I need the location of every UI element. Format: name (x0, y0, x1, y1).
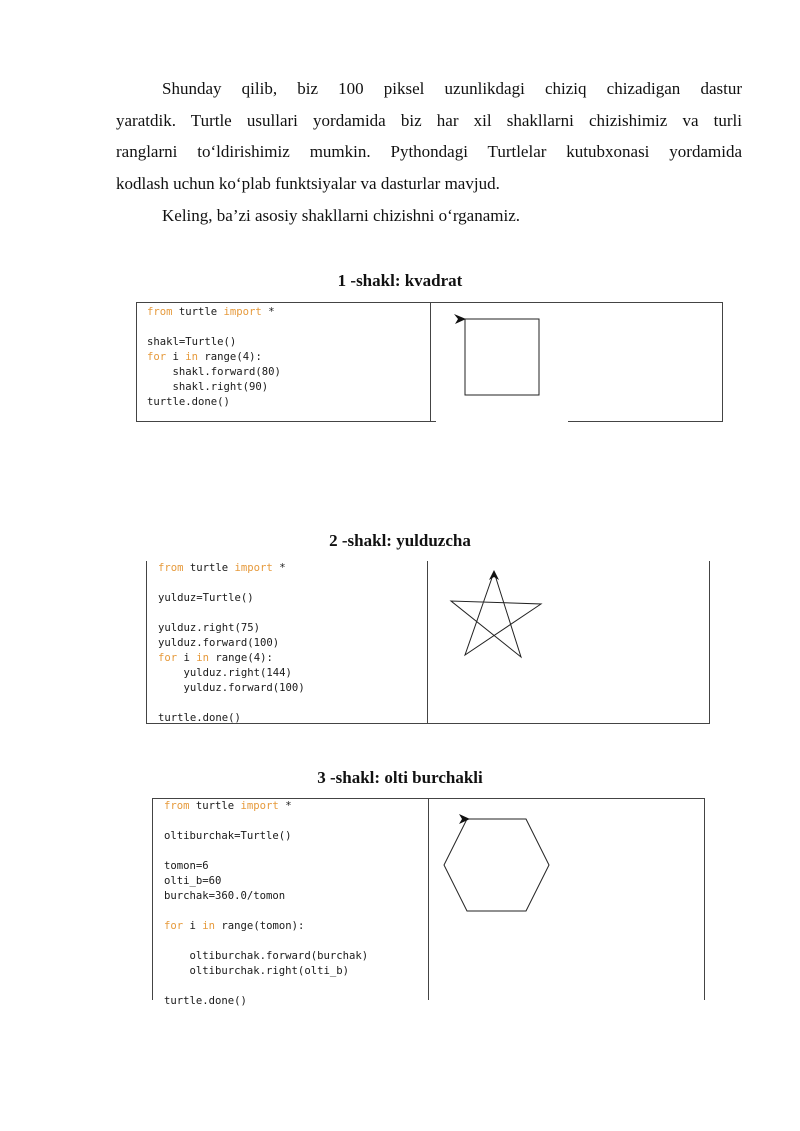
code-keyword: from (147, 306, 173, 318)
code-text: shakl.right(90) (147, 381, 269, 393)
code-keyword: from (164, 800, 190, 812)
code-text: shakl=Turtle() (147, 336, 237, 348)
code-text: yulduz.forward(100) (158, 682, 305, 694)
figure-caption-2: 2 -shakl: yulduzcha (329, 531, 471, 550)
code-keyword: import (234, 562, 273, 574)
code-keyword: for (164, 920, 184, 932)
hexagon-shape (444, 819, 549, 911)
code-text: oltiburchak.right(olti_b) (164, 965, 349, 977)
code-text: * (272, 562, 286, 574)
code-text: i (183, 920, 203, 932)
code-text: * (278, 800, 292, 812)
code-keyword: import (223, 306, 262, 318)
code-text: i (166, 351, 186, 363)
code-text: oltiburchak=Turtle() (164, 830, 292, 842)
intro-line: kodlash uchun ko‘plab funktsiyalar va dasturlar mavjud. (116, 173, 500, 193)
intro-line: yaratdik. Turtle usullari yordamida biz har xil shakllarni chizishimiz va turli (116, 110, 742, 130)
code-keyword: in (196, 652, 210, 664)
code-text: yulduz.right(75) (158, 622, 261, 634)
code-text: olti_b=60 (164, 875, 222, 887)
figure-caption-3: 3 -shakl: olti burchakli (317, 768, 483, 787)
code-keyword: for (147, 351, 167, 363)
code-text: turtle.done() (158, 712, 241, 724)
code-text: shakl.forward(80) (147, 366, 281, 378)
code-keyword: in (202, 920, 216, 932)
code-keyword: from (158, 562, 184, 574)
intro-line: Shunday qilib, biz 100 piksel uzunlikdagi chiziq chizadigan dastur (162, 79, 742, 98)
code-text: range(4): (198, 351, 262, 363)
code-text: burchak=360.0/tomon (164, 890, 286, 902)
code-text: turtle.done() (164, 995, 247, 1007)
code-text: turtle (172, 306, 224, 318)
code-text: tomon=6 (164, 860, 209, 872)
code-text: turtle (183, 562, 235, 574)
code-keyword: for (158, 652, 178, 664)
intro-line: ranglarni to‘ldirishimiz mumkin. Pythondagi Turtlelar kutubxonasi yordamida (116, 142, 742, 161)
code-text: yulduz.right(144) (158, 667, 292, 679)
code-keyword: in (185, 351, 199, 363)
code-text: range(tomon): (215, 920, 305, 932)
figure-caption-1: 1 -shakl: kvadrat (337, 271, 463, 290)
turtle-arrow-icon (459, 814, 470, 824)
code-text: turtle.done() (147, 396, 230, 408)
code-text: range(4): (209, 652, 273, 664)
code-keyword: import (240, 800, 279, 812)
second-line: Keling, ba’zi asosiy shakllarni chizishni o‘rganamiz. (162, 206, 521, 225)
code-text: oltiburchak.forward(burchak) (164, 950, 369, 962)
code-text: yulduz.forward(100) (158, 637, 280, 649)
code-text: i (177, 652, 197, 664)
code-text: turtle (189, 800, 241, 812)
code-text: * (261, 306, 275, 318)
code-text: yulduz=Turtle() (158, 592, 254, 604)
